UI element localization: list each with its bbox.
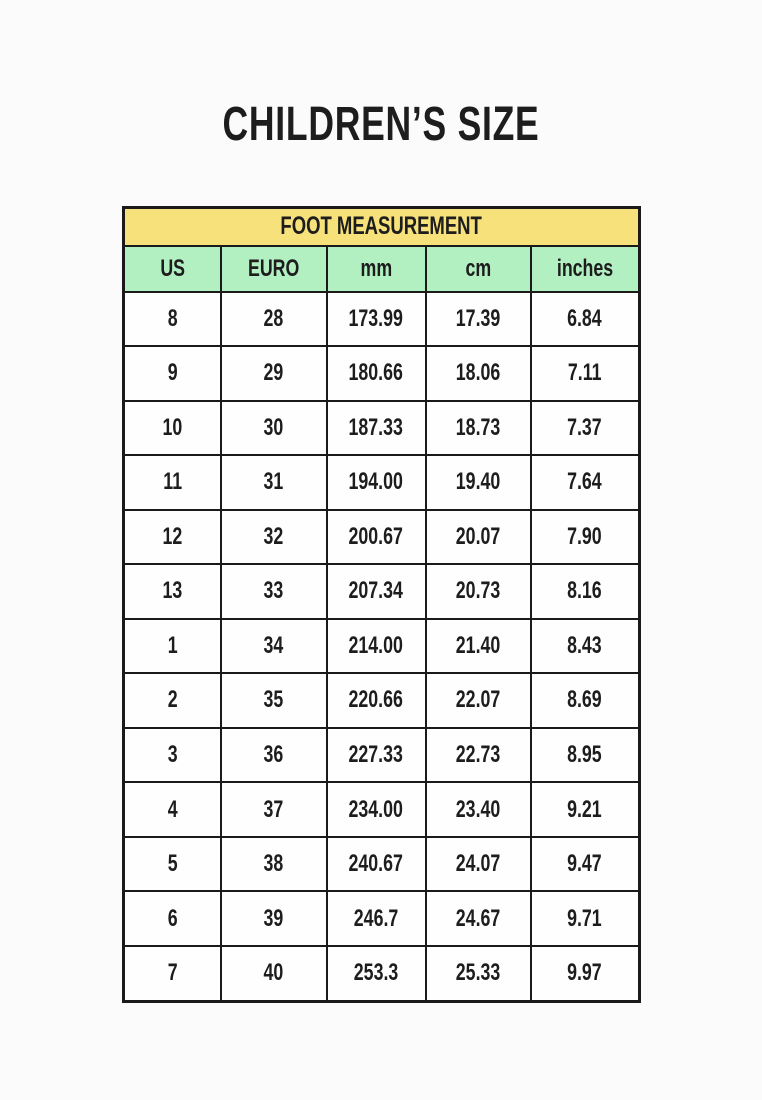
table-cell-value: 5 <box>167 850 178 878</box>
table-cell-value: 34 <box>263 631 284 659</box>
table-cell <box>327 401 426 456</box>
table-cell <box>327 728 426 783</box>
table-cell-value: 39 <box>263 904 284 932</box>
table-cell-value: 7 <box>167 959 178 987</box>
table-cell <box>221 891 327 946</box>
table-cell <box>221 564 327 619</box>
page-title-text: CHILDREN’S SIZE <box>222 98 540 151</box>
table-cell-value: 7.11 <box>567 359 602 387</box>
table-cell-value: 9.97 <box>567 959 603 987</box>
table-cell <box>426 782 531 837</box>
table-cell-value: 180.66 <box>348 359 404 387</box>
table-cell-value: 1 <box>167 631 178 659</box>
table-cell <box>327 510 426 565</box>
table-cell <box>426 619 531 674</box>
table-cell <box>221 510 327 565</box>
table-cell-value: 21.40 <box>455 631 501 659</box>
table-cell-value: 18.06 <box>455 359 501 387</box>
table-cell <box>327 564 426 619</box>
table-cell-value: 8.16 <box>567 577 603 605</box>
table-cell-value: 18.73 <box>455 413 501 441</box>
table-cell-value: 31 <box>263 468 284 496</box>
table-cell-value: 36 <box>263 741 284 769</box>
table-cell <box>531 564 640 619</box>
table-cell <box>124 346 221 401</box>
table-cell-value: 194.00 <box>348 468 404 496</box>
table-cell-value: 13 <box>162 577 183 605</box>
table-cell-value: 8.69 <box>567 686 603 714</box>
table-cell <box>426 292 531 347</box>
table-cell-value: 37 <box>263 795 284 823</box>
table-cell <box>327 837 426 892</box>
table-row <box>124 673 640 728</box>
table-cell-value: 9.21 <box>567 795 603 823</box>
column-header-cm <box>426 246 531 292</box>
table-cell <box>426 346 531 401</box>
table-row <box>124 891 640 946</box>
table-cell-value: 9 <box>167 359 178 387</box>
table-row <box>124 728 640 783</box>
table-cell <box>124 782 221 837</box>
table-cell-value: 30 <box>263 413 284 441</box>
table-cell <box>124 564 221 619</box>
table-body <box>124 292 640 1002</box>
column-header-cm-label: cm <box>465 254 491 282</box>
table-cell <box>327 455 426 510</box>
table-row <box>124 619 640 674</box>
table-cell <box>124 292 221 347</box>
table-cell <box>531 619 640 674</box>
table-cell <box>327 346 426 401</box>
table-cell <box>327 891 426 946</box>
table-cell-value: 7.90 <box>567 522 603 550</box>
table-banner-cell <box>124 208 640 246</box>
table-row <box>124 782 640 837</box>
table-cell <box>221 946 327 1002</box>
table-row <box>124 346 640 401</box>
table-cell <box>124 673 221 728</box>
table-cell-value: 9.47 <box>567 850 603 878</box>
table-cell <box>426 946 531 1002</box>
table-cell <box>124 728 221 783</box>
table-cell <box>221 346 327 401</box>
table-cell-value: 234.00 <box>348 795 404 823</box>
table-row <box>124 401 640 456</box>
table-cell-value: 6 <box>167 904 178 932</box>
table-cell <box>221 837 327 892</box>
table-cell-value: 10 <box>162 413 183 441</box>
table-cell-value: 22.73 <box>455 741 501 769</box>
table-cell-value: 28 <box>263 304 284 332</box>
table-cell <box>221 673 327 728</box>
table-cell-value: 240.67 <box>348 850 404 878</box>
table-cell <box>327 946 426 1002</box>
table-cell-value: 40 <box>263 959 284 987</box>
table-cell <box>426 401 531 456</box>
table-cell-value: 38 <box>263 850 284 878</box>
table-cell-value: 23.40 <box>455 795 501 823</box>
table-cell <box>426 673 531 728</box>
table-cell-value: 187.33 <box>348 413 404 441</box>
table-cell-value: 19.40 <box>455 468 501 496</box>
table-cell-value: 9.71 <box>567 904 603 932</box>
table-cell-value: 173.99 <box>348 304 404 332</box>
table-cell <box>327 619 426 674</box>
table-cell <box>327 673 426 728</box>
table-cell <box>531 782 640 837</box>
table-cell <box>124 891 221 946</box>
column-header-us-label: US <box>159 254 185 282</box>
table-cell <box>124 455 221 510</box>
column-header-mm-label: mm <box>360 254 392 282</box>
table-cell-value: 2 <box>167 686 178 714</box>
table-cell-value: 20.73 <box>455 577 501 605</box>
table-cell-value: 220.66 <box>348 686 404 714</box>
table-cell-value: 7.37 <box>567 413 603 441</box>
table-cell-value: 12 <box>162 522 183 550</box>
table-row <box>124 837 640 892</box>
table-cell-value: 32 <box>263 522 284 550</box>
table-cell <box>221 401 327 456</box>
table-cell-value: 227.33 <box>348 741 404 769</box>
table-row <box>124 455 640 510</box>
table-cell-value: 246.7 <box>353 904 399 932</box>
table-cell <box>531 673 640 728</box>
column-header-us <box>124 246 221 292</box>
table-cell-value: 6.84 <box>567 304 603 332</box>
table-cell-value: 207.34 <box>348 577 404 605</box>
table-cell-value: 4 <box>167 795 178 823</box>
table-cell-value: 3 <box>167 741 178 769</box>
table-cell <box>327 782 426 837</box>
table-cell <box>531 728 640 783</box>
table-banner-row <box>124 208 640 246</box>
table-row <box>124 946 640 1002</box>
table-cell-value: 11 <box>162 468 182 496</box>
table-cell <box>426 455 531 510</box>
table-cell <box>124 401 221 456</box>
table-banner-label: FOOT MEASUREMENT <box>280 212 483 241</box>
table-cell <box>531 401 640 456</box>
table-cell <box>531 837 640 892</box>
table-cell-value: 17.39 <box>455 304 501 332</box>
column-header-inches <box>531 246 640 292</box>
table-cell <box>531 891 640 946</box>
table-cell-value: 8.43 <box>567 631 603 659</box>
size-chart-table <box>122 206 641 1003</box>
table-cell-value: 25.33 <box>455 959 501 987</box>
table-cell <box>426 564 531 619</box>
column-header-mm <box>327 246 426 292</box>
table-cell <box>531 455 640 510</box>
column-header-inches-label: inches <box>556 254 613 282</box>
table-cell <box>531 346 640 401</box>
table-cell-value: 35 <box>263 686 284 714</box>
table-cell-value: 24.07 <box>455 850 501 878</box>
table-cell <box>531 946 640 1002</box>
table-cell <box>124 510 221 565</box>
table-cell-value: 214.00 <box>348 631 404 659</box>
column-header-euro-label: EURO <box>247 254 300 282</box>
table-cell-value: 20.07 <box>455 522 501 550</box>
table-cell-value: 200.67 <box>348 522 404 550</box>
table-cell <box>124 837 221 892</box>
table-cell-value: 8 <box>167 304 178 332</box>
table-cell <box>327 292 426 347</box>
table-cell <box>221 455 327 510</box>
page-title <box>99 97 663 152</box>
table-row <box>124 564 640 619</box>
table-row <box>124 510 640 565</box>
table-cell-value: 24.67 <box>455 904 501 932</box>
table-cell <box>426 510 531 565</box>
table-cell <box>221 782 327 837</box>
table-cell <box>426 728 531 783</box>
column-header-row <box>124 246 640 292</box>
table-cell <box>124 946 221 1002</box>
table-cell <box>531 510 640 565</box>
table-cell-value: 29 <box>263 359 284 387</box>
table-cell <box>426 837 531 892</box>
table-cell-value: 253.3 <box>353 959 399 987</box>
table-row <box>124 292 640 347</box>
table-cell-value: 8.95 <box>567 741 603 769</box>
table-cell <box>426 891 531 946</box>
table-cell <box>221 728 327 783</box>
table-cell <box>221 292 327 347</box>
column-header-euro <box>221 246 327 292</box>
table-cell <box>221 619 327 674</box>
table-cell-value: 22.07 <box>455 686 501 714</box>
table-cell-value: 7.64 <box>567 468 603 496</box>
table-cell <box>124 619 221 674</box>
table-cell <box>531 292 640 347</box>
table-cell-value: 33 <box>263 577 284 605</box>
